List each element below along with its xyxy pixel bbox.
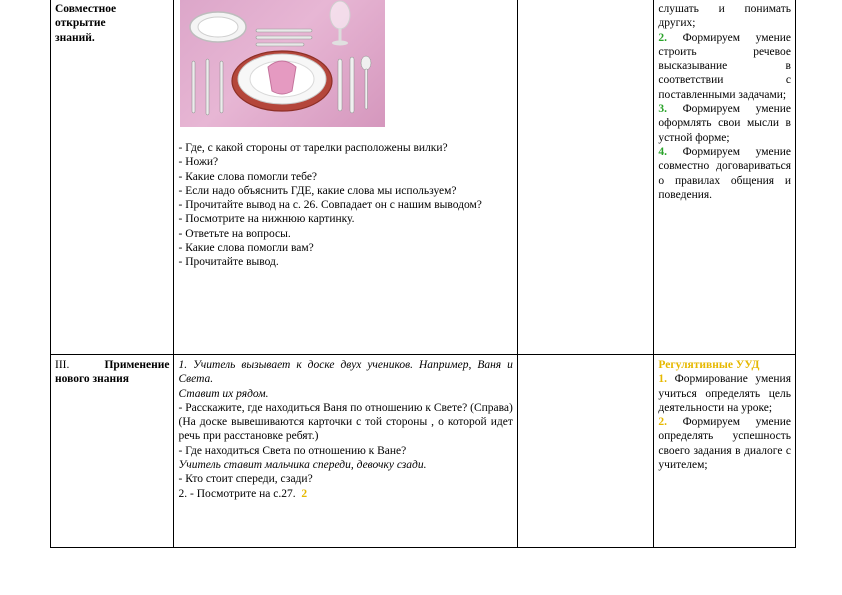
activity-cell	[174, 355, 517, 548]
question-list	[178, 141, 512, 270]
list-item: - Какие слова помогли тебе?	[178, 170, 318, 183]
list-item: - Посмотрите на нижнюю картинку.	[178, 213, 355, 226]
stage-title: Применение нового знания	[55, 359, 170, 386]
stage-number: III.	[55, 359, 70, 371]
activity-line: - Расскажите, где находиться Ваня по отношению к Свете? (Справа) (На доске вывешиваются карточки с той стороны , о которой идет речь при расстановке ребят.)	[178, 401, 513, 443]
uud-title: Регулятивные УУД	[658, 359, 760, 371]
uud-number: 3.	[658, 103, 668, 116]
list-item: - Где, с какой стороны от тарелки расположены вилки?	[178, 142, 448, 154]
list-item: - Какие слова помогли вам?	[178, 242, 314, 255]
uud-item	[658, 145, 791, 202]
stage-line: знаний.	[55, 31, 95, 44]
table-setting-illustration	[180, 0, 385, 127]
activity-text: 2. - Посмотрите на с.27.	[178, 487, 296, 500]
uud-number: 1.	[658, 373, 668, 386]
list-item: - Ответьте на вопросы.	[178, 227, 291, 240]
table-row	[51, 0, 796, 355]
activity-line: Учитель ставит мальчика спереди, девочку сзади.	[178, 459, 427, 472]
step-number: 2	[301, 487, 308, 500]
list-item: - Прочитайте вывод.	[178, 256, 279, 269]
list-item: - Прочитайте вывод на с. 26. Совпадает он с нашим выводом?	[178, 199, 482, 212]
activity-line: - Кто стоит спереди, сзади?	[178, 473, 313, 486]
uud-number: 2.	[658, 416, 668, 429]
activity-line: - Где находиться Света по отношению к Ване?	[178, 444, 407, 457]
uud-item	[658, 31, 791, 102]
uud-number: 4.	[658, 145, 668, 158]
uud-number: 2.	[658, 31, 668, 44]
stage-line: Совместное	[55, 3, 117, 15]
stage-line: открытие	[55, 17, 106, 30]
stage-cell	[51, 0, 174, 355]
uud-item	[658, 372, 791, 415]
list-item: - Ножи?	[178, 156, 219, 169]
uud-text: Формирование умения учиться определять цель деятельности на уроке;	[658, 373, 791, 414]
uud-cell	[654, 0, 796, 355]
uud-text: Формируем умение совместно договариваться о правилах общения и поведения.	[658, 145, 791, 201]
uud-text: Формируем умение определять успешность своего задания в диалоге с учителем;	[658, 416, 791, 472]
list-item: - Если надо объяснить ГДЕ, какие слова мы используем?	[178, 184, 457, 197]
activity-line	[178, 487, 512, 501]
uud-text: Формируем умение оформлять свои мысли в устной форме;	[658, 103, 791, 144]
lesson-table	[50, 0, 796, 548]
uud-intro: слушать и понимать других;	[658, 3, 791, 30]
table-setting-photo	[180, 0, 385, 127]
uud-item	[658, 102, 791, 145]
activity-cell	[174, 0, 517, 355]
empty-cell	[517, 355, 654, 548]
table-row	[51, 355, 796, 548]
activity-line: 1. Учитель вызывает к доске двух учеников. Например, Ваня и Света.	[178, 359, 513, 386]
uud-text: Формируем умение строить речевое высказывание в соответствии с поставленными задачами;	[658, 31, 791, 101]
uud-cell	[654, 355, 796, 548]
activity-line: Ставит их рядом.	[178, 387, 269, 400]
empty-cell	[517, 0, 654, 355]
uud-item	[658, 415, 791, 472]
stage-cell	[51, 355, 174, 548]
